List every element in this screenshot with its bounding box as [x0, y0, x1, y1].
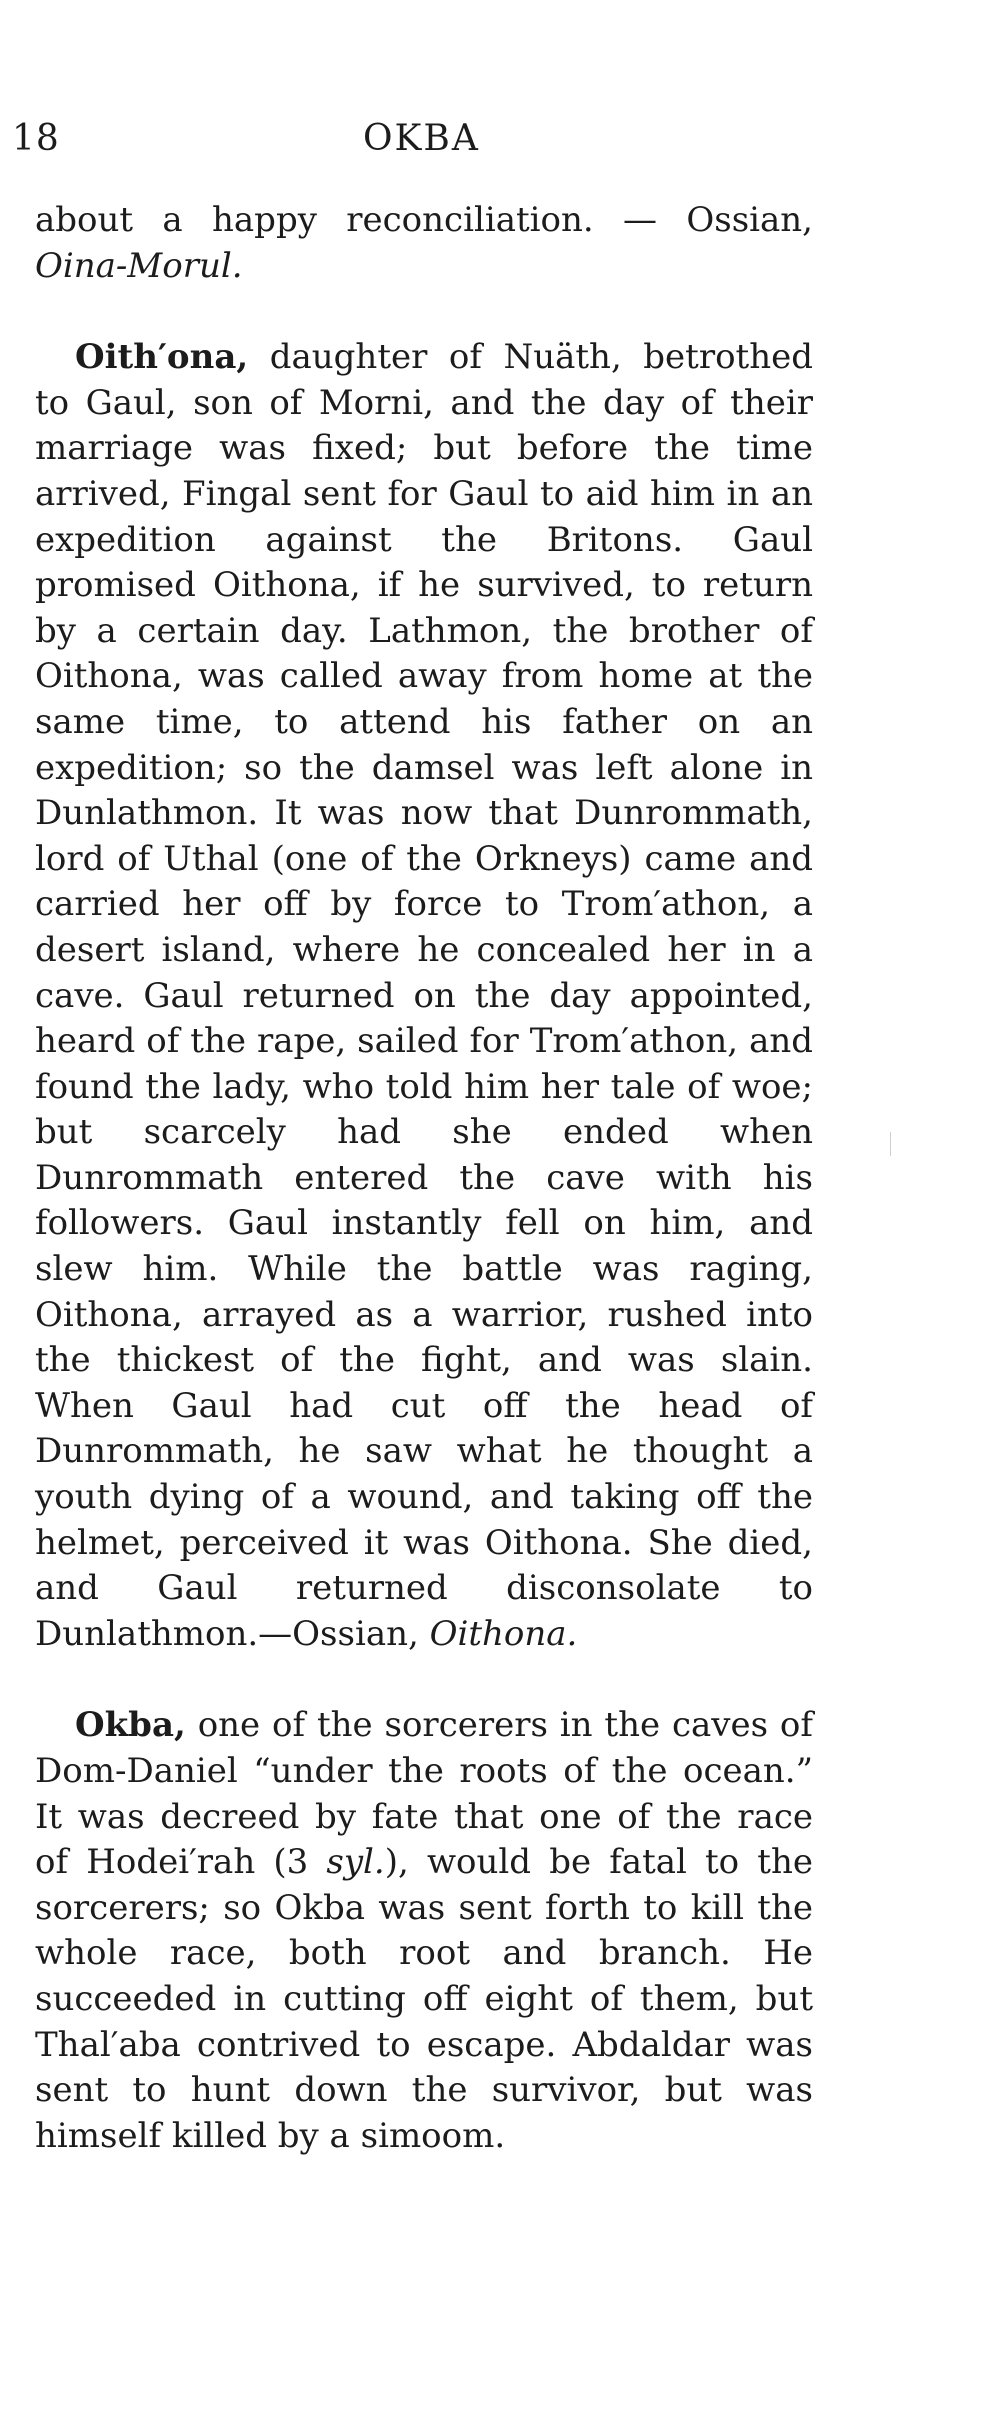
- continuation-paragraph: [35, 198, 813, 289]
- entry-oithona-source: Oithona.: [429, 1613, 578, 1654]
- entry-oithona-body: daughter of Nuäth, betrothed to Gaul, son of Morni, and the day of their marriage was fixed; but before the time arrived, Fingal sent for Gaul to aid him in an expedition against the Britons. Gaul promised Oithona, if he survived, to return by a certain day. Lathmon, the brother of Oithona, was called away from home at the same time, to attend his father on an expedition; so the damsel was left alone in Dunlathmon. It was now that Dunrommath, lord of Uthal (one of the Orkneys) came and carried her off by force to Trom′athon, a desert island, where he concealed her in a cave. Gaul returned on the day appointed, heard of the rape, sailed for Trom′athon, and found the lady, who told him her tale of woe; but scarcely had she ended when Dunrommath entered the cave with his followers. Gaul instantly fell on him, and slew him. While the battle was raging, Oithona, arrayed as a warrior, rushed into the thickest of the fight, and was slain. When Gaul had cut off the head of Dunrommath, he saw what he thought a youth dying of a wound, and taking off the helmet, perceived it was Oithona. She died, and Gaul returned disconsolate to Dunlathmon.—Ossian,: [35, 337, 813, 1654]
- page-edge-mark: [890, 1132, 891, 1156]
- entry-oithona: [35, 335, 813, 1657]
- continuation-text: about a happy reconciliation. — Ossian,: [35, 200, 813, 240]
- entry-okba-body-2: ), would be fatal to the sorcerers; so Okba was sent forth to kill the whole race, both root and branch. He succeeded in cutting off eight of them, but Thal′aba contrived to escape. Abdaldar was sent to hunt down the survivor, but was himself killed by a simoom.: [35, 1842, 813, 2156]
- page-header: [0, 118, 1000, 170]
- headword-okba: Okba,: [75, 1705, 186, 1746]
- text-column: [35, 198, 813, 2159]
- headword-oithona: Oith′ona,: [75, 337, 249, 378]
- entry-okba-syl: syl.: [326, 1842, 385, 1883]
- entry-okba-body-1: one of the sorcerers in the caves of Dom-Daniel “under the roots of the ocean.” It was decreed by fate that one of the race of Hodei′rah (3: [35, 1705, 813, 1883]
- entry-okba: [35, 1703, 813, 2159]
- page-number: 18: [12, 118, 60, 159]
- continuation-source: Oina-Morul.: [35, 245, 243, 286]
- running-head: OKBA: [363, 118, 480, 159]
